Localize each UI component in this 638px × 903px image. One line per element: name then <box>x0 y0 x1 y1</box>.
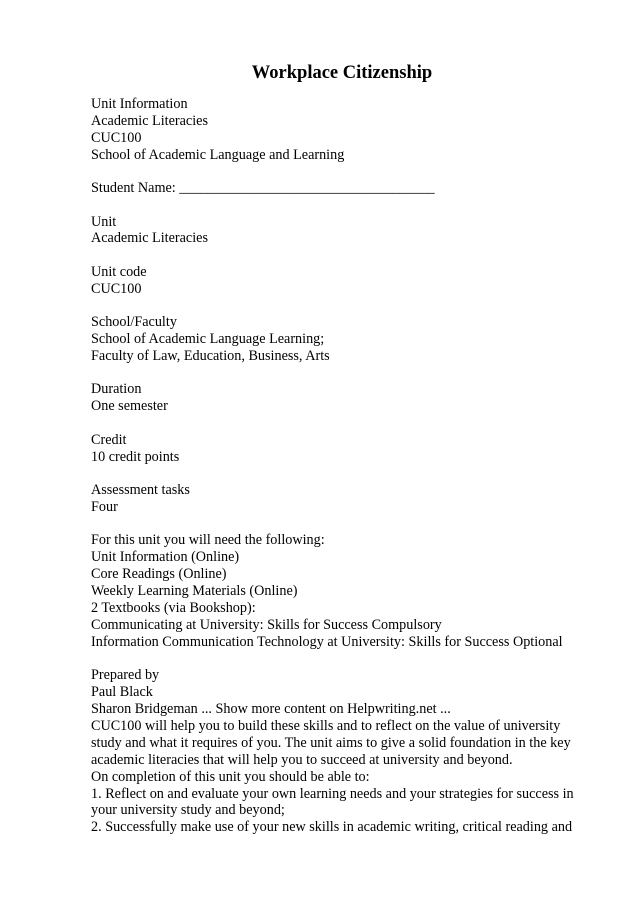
spacer <box>91 197 591 214</box>
section-value: CUC100 <box>91 280 142 297</box>
spacer <box>91 516 591 533</box>
unit-code-section <box>91 264 591 298</box>
requirements-line: Unit Information (Online) <box>91 549 240 566</box>
document-title: Workplace Citizenship <box>251 63 433 83</box>
section-label: Unit code <box>91 263 147 280</box>
prepared-section <box>91 667 591 718</box>
section-label: Credit <box>91 431 127 448</box>
school-section <box>91 314 591 365</box>
body-line: On completion of this unit you should be able to: <box>91 768 370 785</box>
body-line: 2. Successfully make use of your new skills in academic writing, critical reading and <box>91 819 573 836</box>
student-name-field: Student Name: ____________________________________ <box>91 180 435 197</box>
body-text <box>91 718 591 836</box>
requirements-line: Weekly Learning Materials (Online) <box>91 583 298 600</box>
prepared-line: Sharon Bridgeman ... Show more content on Helpwriting.net ... <box>91 700 451 717</box>
credit-section <box>91 432 591 466</box>
body-line: your university study and beyond; <box>91 802 285 819</box>
section-value: Four <box>91 498 118 515</box>
body-line: CUC100 will help you to build these skills and to reflect on the value of university <box>91 717 561 734</box>
unit-info-line: Academic Literacies <box>91 112 208 129</box>
spacer <box>91 415 591 432</box>
unit-info-line: School of Academic Language and Learning <box>91 146 345 163</box>
requirements-line: Core Readings (Online) <box>91 566 227 583</box>
section-label: Unit <box>91 213 117 230</box>
unit-info-line: Unit Information <box>91 96 188 112</box>
body-line: study and what it requires of you. The unit aims to give a solid foundation in the key <box>91 734 571 751</box>
section-label: Duration <box>91 381 142 398</box>
document-body <box>91 96 591 836</box>
requirements-section <box>91 532 591 650</box>
section-value: 10 credit points <box>91 448 180 465</box>
unit-info-block <box>91 96 591 164</box>
spacer <box>91 365 591 382</box>
section-value: Academic Literacies <box>91 230 208 247</box>
requirements-line: Communicating at University: Skills for Success Compulsory <box>91 616 442 633</box>
requirements-line: 2 Textbooks (via Bookshop): <box>91 599 256 616</box>
requirements-line: For this unit you will need the following: <box>91 532 325 549</box>
assessment-section <box>91 482 591 516</box>
unit-section <box>91 214 591 248</box>
spacer <box>91 298 591 315</box>
prepared-line: Prepared by <box>91 667 160 684</box>
spacer <box>91 247 591 264</box>
section-label: School/Faculty <box>91 314 177 331</box>
prepared-line: Paul Black <box>91 684 153 701</box>
spacer <box>91 651 591 668</box>
unit-info-line: CUC100 <box>91 129 142 146</box>
section-value: One semester <box>91 398 168 415</box>
body-line: 1. Reflect on and evaluate your own learning needs and your strategies for success in <box>91 785 574 802</box>
section-value: Faculty of Law, Education, Business, Arts <box>91 347 330 364</box>
requirements-line: Information Communication Technology at University: Skills for Success Optional <box>91 633 563 650</box>
section-label: Assessment tasks <box>91 482 190 498</box>
spacer <box>91 164 591 181</box>
duration-section <box>91 381 591 415</box>
spacer <box>91 466 591 483</box>
section-value: School of Academic Language Learning; <box>91 331 325 348</box>
body-line: academic literacies that will help you to succeed at university and beyond. <box>91 751 513 768</box>
